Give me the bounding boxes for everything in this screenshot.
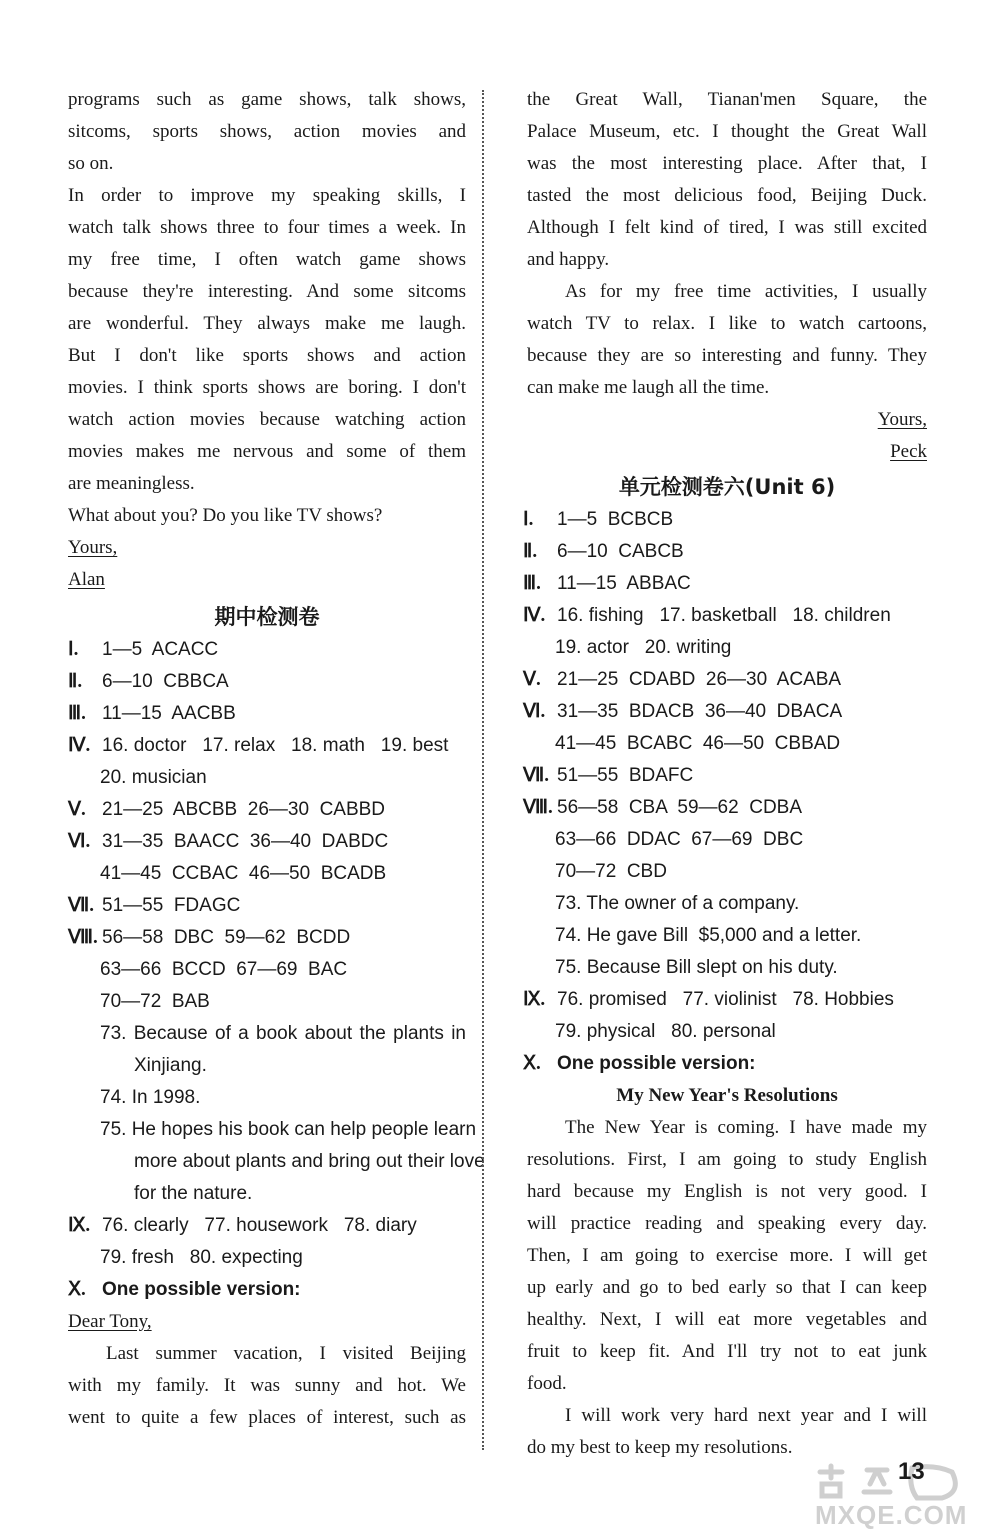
letter-line: was the most interesting place. After that, I (527, 153, 927, 174)
essay-line: will practice reading and speaking every day. (527, 1213, 927, 1234)
essay-line: food. (527, 1373, 567, 1394)
left-column (68, 84, 485, 1434)
letter-line: As for my free time activities, I usually (565, 281, 927, 302)
roman-numeral: Ⅰ. (523, 509, 534, 530)
answer-sentence: 74. He gave Bill $5,000 and a letter. (555, 925, 862, 946)
answer-row: 79. fresh 80. expecting (100, 1247, 303, 1268)
letter-line: Last summer vacation, I visited Beijing (106, 1343, 466, 1364)
answer-row: 19. actor 20. writing (555, 637, 732, 658)
letter-line: because they are so interesting and funny. They (527, 345, 927, 366)
answer-row: 79. physical 80. personal (555, 1021, 776, 1042)
letter-signature: Alan (68, 569, 105, 590)
section-label: One possible version: (102, 1279, 301, 1300)
answer-row: 70—72 BAB (100, 991, 210, 1012)
letter-line: with my family. It was sunny and hot. We (68, 1375, 466, 1396)
answer-row: 70—72 CBD (555, 861, 667, 882)
letter-line: and happy. (527, 249, 610, 270)
answer-row: 20. musician (100, 767, 207, 788)
essay-line: I will work very hard next year and I will (565, 1405, 927, 1426)
letter-line: sitcoms, sports shows, action movies and (68, 121, 466, 142)
answer-row: 63—66 DDAC 67—69 DBC (555, 829, 804, 850)
page-number: 13 (898, 1458, 925, 1485)
roman-numeral: Ⅵ. (523, 701, 546, 722)
roman-numeral: Ⅸ. (68, 1215, 91, 1236)
answer-row: 16. fishing 17. basketball 18. children (557, 605, 891, 626)
answer-row: 63—66 BCCD 67—69 BAC (100, 959, 348, 980)
roman-numeral: Ⅰ. (68, 639, 79, 660)
answer-row: 31—35 BDACB 36—40 DBACA (557, 701, 843, 722)
answer-row: 51—55 BDAFC (557, 765, 694, 786)
roman-numeral: Ⅴ. (523, 669, 541, 690)
letter-line: can make me laugh all the time. (527, 377, 770, 398)
answer-row: 1—5 ACACC (102, 639, 219, 660)
letter-line: Palace Museum, etc. I thought the Great Wall (527, 121, 927, 142)
letter-closing: Yours, (68, 537, 118, 558)
letter-line: programs such as game shows, talk shows, (68, 89, 466, 110)
answer-row: 21—25 CDABD 26—30 ACABA (557, 669, 842, 690)
letter-closing: Yours, (877, 409, 927, 430)
essay-line: do my best to keep my resolutions. (527, 1437, 793, 1458)
letter-line: tasted the most delicious food, Beijing Duck. (527, 185, 927, 206)
letter-line: watch TV to relax. I like to watch cartoons, (527, 313, 927, 334)
letter-line: Although I felt kind of tired, I was still excited (527, 217, 927, 238)
essay-line: up early and go to bed early so that I can keep (527, 1277, 927, 1298)
roman-numeral: Ⅵ. (68, 831, 91, 852)
essay-line: The New Year is coming. I have made my (565, 1117, 927, 1138)
letter-signature: Peck (890, 441, 927, 462)
watermark-text: MXQE.COM (815, 1500, 968, 1530)
answer-row: 1—5 BCBCB (557, 509, 674, 530)
answer-row: 56—58 CBA 59—62 CDBA (557, 797, 803, 818)
letter-line: What about you? Do you like TV shows? (68, 505, 383, 526)
letter-line: went to quite a few places of interest, such as (68, 1407, 466, 1428)
roman-numeral: Ⅷ. (523, 797, 553, 818)
answer-row: 41—45 CCBAC 46—50 BCADB (100, 863, 387, 884)
roman-numeral: Ⅲ. (523, 573, 541, 594)
essay-title: My New Year's Resolutions (616, 1085, 838, 1106)
midterm-answers (68, 634, 485, 1306)
essay-line: fruit to keep fit. And I'll try not to eat junk (527, 1341, 927, 1362)
roman-numeral: Ⅴ. (68, 799, 86, 820)
roman-numeral: Ⅳ. (523, 605, 546, 626)
answer-row: 76. clearly 77. housework 78. diary (102, 1215, 417, 1236)
roman-numeral: Ⅶ. (523, 765, 550, 786)
roman-numeral: Ⅱ. (523, 541, 538, 562)
answer-sentence: 73. The owner of a company. (555, 893, 800, 914)
answer-row: 76. promised 77. violinist 78. Hobbies (557, 989, 894, 1010)
answer-sentence: 75. He hopes his book can help people learn (100, 1119, 477, 1140)
answer-row: 6—10 CABCB (557, 541, 684, 562)
letter-line: are meaningless. (68, 473, 195, 494)
letter-line: are wonderful. They always make me laugh. (68, 313, 466, 334)
essay-line: resolutions. First, I am going to study English (527, 1149, 927, 1170)
midterm-title: 期中检测卷 (214, 605, 320, 629)
unit6-title: 单元检测卷六(Unit 6) (618, 475, 836, 499)
answer-row: 16. doctor 17. relax 18. math 19. best (102, 735, 449, 756)
letter-line: movies. I think sports shows are boring. I don't (68, 377, 466, 398)
letter-line: my free time, I often watch game shows (68, 249, 466, 270)
answer-sentence: Xinjiang. (134, 1055, 207, 1076)
roman-numeral: Ⅳ. (68, 735, 91, 756)
essay-line: Then, I am going to exercise more. I will get (527, 1245, 927, 1266)
roman-numeral: Ⅲ. (68, 703, 86, 724)
letter-line: movies makes me nervous and some of them (68, 441, 466, 462)
letter-salutation: Dear Tony, (68, 1311, 152, 1332)
roman-numeral: Ⅸ. (523, 989, 546, 1010)
answer-row: 31—35 BAACC 36—40 DABDC (102, 831, 389, 852)
essay-line: hard because my English is not very good. I (527, 1181, 927, 1202)
answer-row: 11—15 AACBB (102, 703, 236, 724)
column-divider (482, 90, 484, 1450)
roman-numeral: Ⅷ. (68, 927, 98, 948)
roman-numeral: Ⅹ. (523, 1053, 541, 1074)
letter-line: the Great Wall, Tianan'men Square, the (527, 89, 927, 110)
letter-line: watch talk shows three to four times a week. In (68, 217, 466, 238)
letter-line: In order to improve my speaking skills, I (68, 185, 466, 206)
answer-sentence: 74. In 1998. (100, 1087, 201, 1108)
answer-row: 6—10 CBBCA (102, 671, 229, 692)
letter-line: so on. (68, 153, 114, 174)
letter-line: because they're interesting. And some sitcoms (68, 281, 466, 302)
essay-line: healthy. Next, I will eat more vegetables and (527, 1309, 927, 1330)
answer-sentence: for the nature. (134, 1183, 253, 1204)
answer-sentence: more about plants and bring out their love (134, 1151, 485, 1172)
unit6-answers (523, 504, 927, 1080)
watermark-logo-text (820, 1468, 922, 1517)
section-label: One possible version: (557, 1053, 756, 1074)
answer-row: 11—15 ABBAC (557, 573, 691, 594)
answer-sentence: 73. Because of a book about the plants in (100, 1023, 466, 1044)
answer-sentence: 75. Because Bill slept on his duty. (555, 957, 838, 978)
answer-row: 21—25 ABCBB 26—30 CABBD (102, 799, 386, 820)
letter-line: watch action movies because watching action (68, 409, 466, 430)
answer-row: 51—55 FDAGC (102, 895, 241, 916)
answer-row: 56—58 DBC 59—62 BCDD (102, 927, 351, 948)
letter-line: But I don't like sports shows and action (68, 345, 466, 366)
roman-numeral: Ⅱ. (68, 671, 83, 692)
answer-row: 41—45 BCABC 46—50 CBBAD (555, 733, 841, 754)
roman-numeral: Ⅹ. (68, 1279, 86, 1300)
roman-numeral: Ⅶ. (68, 895, 95, 916)
right-column (523, 84, 927, 1464)
